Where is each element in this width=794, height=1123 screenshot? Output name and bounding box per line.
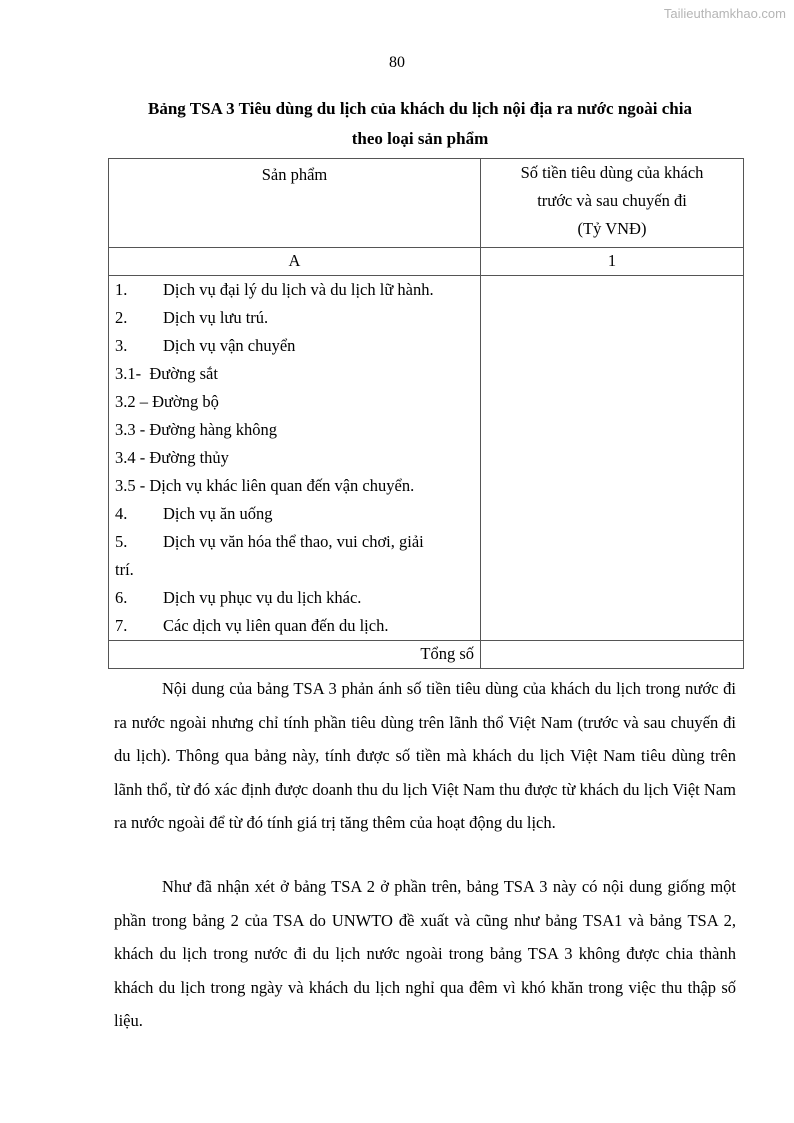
list-item	[115, 500, 474, 528]
paragraph-1: Nội dung của bảng TSA 3 phản ánh số tiền tiêu dùng của khách du lịch trong nước đi ra nước ngoài nhưng chỉ tính phần tiêu dùng trên lãnh thổ Việt Nam (trước và sau chuyến đi du lịch). Thông qua bảng này, tính được số tiền mà khách du lịch Việt Nam tiêu dùng trên lãnh thổ, từ đó xác định được doanh thu du lịch Việt Nam thu được từ khách du lịch Việt Nam ra nước ngoài để từ đó tính giá trị tăng thêm của hoạt động du lịch.	[114, 679, 736, 833]
list-item: 3.1- Đường sắt	[115, 364, 218, 383]
item-label: Các dịch vụ liên quan đến du lịch.	[163, 616, 389, 635]
paragraph-2: Như đã nhận xét ở bảng TSA 2 ở phần trên, bảng TSA 3 này có nội dung giống một phần trong bảng 2 của TSA do UNWTO đề xuất và cũng như bảng TSA1 và bảng TSA 2, khách du lịch trong nước đi du lịch nước ngoài trong bảng TSA 3 không được chia thành khách du lịch trong ngày và khách du lịch nghỉ qua đêm vì khó khăn trong việc thu thập số liệu.	[114, 877, 736, 1031]
total-label: Tổng số	[109, 641, 481, 669]
header-product: Sản phẩm	[109, 159, 481, 248]
items-row	[109, 276, 744, 641]
header-spending-unit: (Tỷ VNĐ)	[577, 219, 647, 238]
item-label: Dịch vụ đại lý du lịch và du lịch lữ hành.	[163, 280, 434, 299]
header-row	[109, 159, 744, 248]
item-label: Dịch vụ lưu trú.	[163, 308, 269, 327]
index-col-a: A	[109, 248, 481, 276]
list-item: 3.3 - Đường hàng không	[115, 420, 278, 439]
item-label: Dịch vụ văn hóa thể thao, vui chơi, giải	[163, 532, 424, 551]
list-item	[115, 332, 474, 360]
list-item: 3.5 - Dịch vụ khác liên quan đến vận chuyển.	[115, 476, 415, 495]
table-title-line2: theo loại sản phẩm	[351, 129, 489, 148]
product-list	[109, 276, 481, 641]
list-item	[115, 276, 474, 304]
index-row	[109, 248, 744, 276]
table-title-line1: Bảng TSA 3 Tiêu dùng du lịch của khách du lịch nội địa ra nước ngoài chia	[148, 99, 692, 118]
item-number: 1.	[115, 280, 128, 299]
item-number: 5.	[115, 532, 128, 551]
list-item: trí.	[115, 560, 134, 579]
table-title	[100, 94, 740, 154]
header-spending-line2: trước và sau chuyến đi	[537, 191, 687, 210]
item-number: 7.	[115, 616, 128, 635]
list-item	[115, 528, 474, 556]
item-number: 2.	[115, 308, 128, 327]
list-item: 3.4 - Đường thủy	[115, 448, 229, 467]
list-item: 3.2 – Đường bộ	[115, 392, 219, 411]
header-spending-line1: Số tiền tiêu dùng của khách	[520, 163, 704, 182]
item-label: Dịch vụ ăn uống	[163, 504, 273, 523]
watermark: Tailieuthamkhao.com	[663, 6, 786, 21]
index-col-1: 1	[481, 248, 744, 276]
tsa3-table	[108, 158, 744, 669]
item-label: Dịch vụ phục vụ du lịch khác.	[163, 588, 362, 607]
item-label: Dịch vụ vận chuyển	[163, 336, 296, 355]
list-item	[115, 584, 474, 612]
item-number: 6.	[115, 588, 128, 607]
page-number: 80	[389, 54, 405, 71]
list-item	[115, 304, 474, 332]
item-number: 3.	[115, 336, 128, 355]
item-number: 4.	[115, 504, 128, 523]
list-item	[115, 612, 474, 640]
total-value	[481, 641, 744, 669]
spending-values	[481, 276, 744, 641]
total-row	[109, 641, 744, 669]
header-spending	[481, 159, 744, 248]
